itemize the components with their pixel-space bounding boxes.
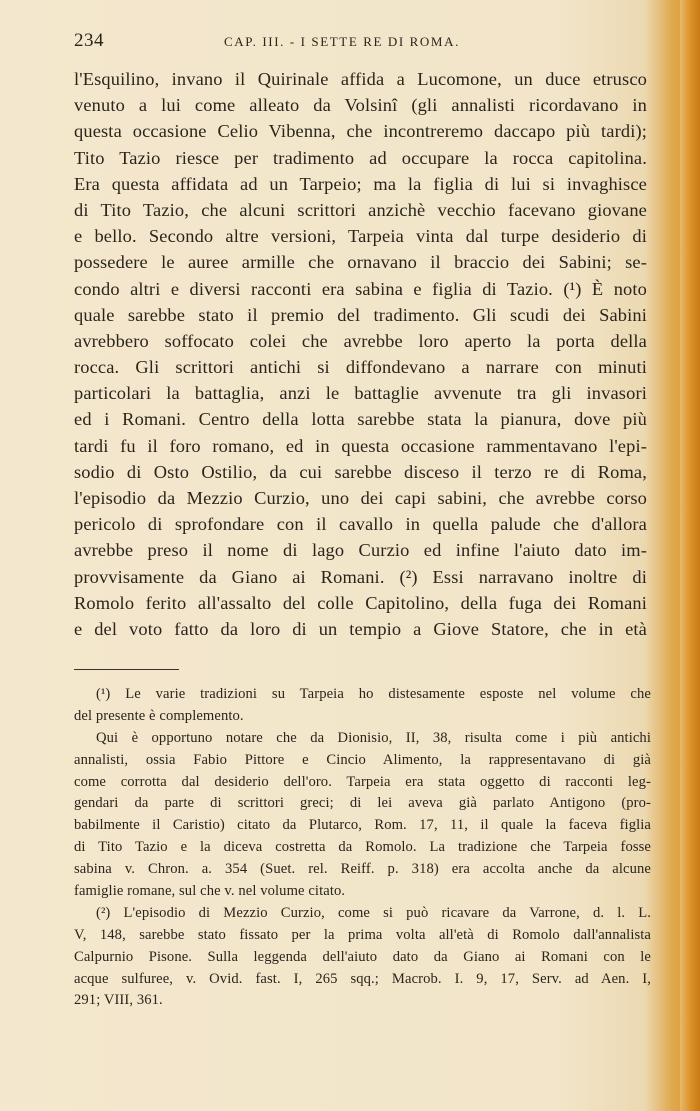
body-line: quale sarebbe stato il premio del tradimento. Gli scudi dei Sabini [74, 304, 647, 325]
body-text [74, 66, 647, 642]
running-head: CAP. III. - I SETTE RE DI ROMA. [224, 34, 460, 49]
footnote-line: gendari da parte di scrittori greci; di lei aveva già parlato Antigono (pro- [74, 795, 651, 812]
body-line: l'Esquilino, invano il Quirinale affida a Lucomone, un duce etrusco [74, 69, 647, 89]
body-line: sodio di Osto Ostilio, da cui sarebbe disceso il terzo re di Roma, [74, 461, 647, 482]
body-line: avrebbe preso il nome di lago Curzio ed infine l'aiuto dato im- [74, 540, 647, 561]
footnote-line: annalisti, ossia Fabio Pittore e Cincio Alimento, la rappresentavano di già [74, 751, 651, 768]
body-line: rocca. Gli scrittori antichi si diffondevano a narrare con minuti [74, 357, 647, 378]
body-line: Tito Tazio riesce per tradimento ad occupare la rocca capitolina. [74, 147, 647, 168]
footnote-line: Qui è opportuno notare che da Dionisio, II, 38, risulta come i più antichi [96, 729, 651, 746]
body-line: di Tito Tazio, che alcuni scrittori anzichè vecchio facevano giovane [74, 199, 647, 220]
body-line: particolari la battaglia, anzi le battaglie avvenute tra gli invasori [74, 383, 647, 404]
footnote-line: 291; VIII, 361. [74, 992, 163, 1009]
body-line: pericolo di sprofondare con il cavallo in quella palude che d'allora [74, 514, 647, 535]
body-line: possedere le auree armille che ornavano il braccio dei Sabini; se- [74, 252, 647, 273]
footnote-line: (²) L'episodio di Mezzio Curzio, come si può ricavare da Varrone, d. l. L. [96, 904, 651, 921]
footnote-line: di Tito Tazio e la diceva costretta da Romolo. La tradizione che Tarpeia fosse [74, 839, 651, 856]
footnote-line: acque sulfuree, v. Ovid. fast. I, 265 sqq.; Macrob. I. 9, 17, Serv. ad Aen. I, [74, 970, 651, 987]
body-line: ed i Romani. Centro della lotta sarebbe stata la pianura, dove più [74, 409, 647, 430]
body-line: questa occasione Celio Vibenna, che incontreremo daccapo più tardi); [74, 121, 647, 142]
body-line: venuto a lui come alleato da Volsinî (gli annalisti ricordavano in [74, 95, 647, 116]
body-line: avrebbero soffocato colei che avrebbe loro aperto la porta della [74, 330, 647, 351]
footnotes [74, 684, 651, 1012]
body-line: Romolo ferito all'assalto del colle Capitolino, della fuga dei Romani [74, 592, 647, 613]
footnote-line: del presente è complemento. [74, 707, 244, 724]
footnote-line: (¹) Le varie tradizioni su Tarpeia ho distesamente esposte nel volume che [96, 686, 651, 702]
body-line: e bello. Secondo altre versioni, Tarpeia vinta dal turpe desiderio di [74, 226, 647, 247]
page-number: 234 [74, 30, 104, 51]
footnote-line: come corrotta dal desiderio dell'oro. Tarpeia era stata oggetto di racconti leg- [74, 773, 651, 790]
footnote-line: V, 148, sarebbe stato fissato per la prima volta all'età di Romolo dall'annalista [74, 926, 651, 943]
footnote-line: famiglie romane, sul che v. nel volume citato. [74, 883, 346, 900]
body-line: Era questa affidata ad un Tarpeio; ma la figlia di lui si invaghisce [74, 173, 647, 194]
page-edge-shadow [680, 0, 700, 1111]
body-line: e del voto fatto da loro di un tempio a Giove Statore, che in età [74, 618, 647, 639]
footnote-rule [74, 669, 179, 670]
page-header [74, 30, 647, 54]
body-line: l'episodio da Mezzio Curzio, uno dei capi sabini, che avrebbe corso [74, 488, 647, 508]
body-line: condo altri e diversi racconti era sabina e figlia di Tazio. (¹) È noto [74, 278, 647, 299]
body-line: provvisamente da Giano ai Romani. (²) Essi narravano inoltre di [74, 566, 647, 587]
footnote-line: babilmente il Caristio) citato da Plutarco, Rom. 17, 11, il quale la faceva figlia [74, 817, 651, 834]
body-line: tardi fu il foro romano, ed in questa occasione rammentavano l'epi- [74, 435, 647, 456]
footnote-line: sabina v. Chron. a. 354 (Suet. rel. Reiff. p. 318) era accolta anche da alcune [74, 861, 651, 878]
footnote-line: Calpurnio Pisone. Sulla leggenda dell'aiuto dato da Giano ai Romani con le [74, 948, 651, 965]
